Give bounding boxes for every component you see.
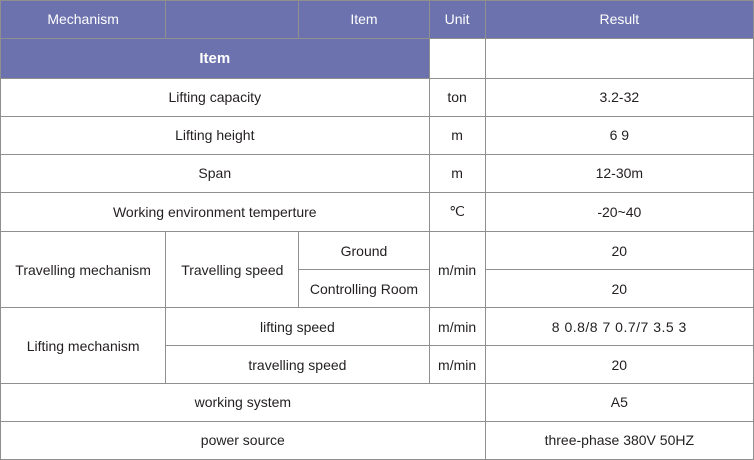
header-item: Item <box>299 1 429 39</box>
lifting-speed-result: 8 0.8/8 7 0.7/7 3.5 3 <box>485 308 753 346</box>
subheader-result-blank <box>485 38 753 78</box>
travelling-speed-label: Travelling speed <box>166 232 299 308</box>
table-row-lifting-speed <box>1 308 754 346</box>
travelling-unit: m/min <box>429 232 485 308</box>
row-label: Lifting height <box>1 116 430 154</box>
lifting-speed-label: lifting speed <box>166 308 429 346</box>
travelling-result-ground: 20 <box>485 232 753 270</box>
table-row-working-system <box>1 384 754 422</box>
row-label: Lifting capacity <box>1 78 430 116</box>
row-unit: ton <box>429 78 485 116</box>
working-system-result: A5 <box>485 384 753 422</box>
table-row <box>1 154 754 192</box>
table-header-row <box>1 1 754 39</box>
lifting-travelling-speed-label: travelling speed <box>166 346 429 384</box>
row-label: Working environment temperture <box>1 192 430 232</box>
travelling-place-control-room: Controlling Room <box>299 270 429 308</box>
table-row-power-source <box>1 421 754 459</box>
header-mechanism: Mechanism <box>1 1 166 39</box>
row-unit: m <box>429 116 485 154</box>
table-row-travelling-ground <box>1 232 754 270</box>
header-blank <box>166 1 299 39</box>
subheader-unit-blank <box>429 38 485 78</box>
lifting-mechanism-label: Lifting mechanism <box>1 308 166 384</box>
row-result: 12-30m <box>485 154 753 192</box>
travelling-result-control-room: 20 <box>485 270 753 308</box>
power-source-label: power source <box>1 421 486 459</box>
travelling-place-ground: Ground <box>299 232 429 270</box>
subheader-item: Item <box>1 38 430 78</box>
working-system-label: working system <box>1 384 486 422</box>
row-unit: ℃ <box>429 192 485 232</box>
power-source-result: three-phase 380V 50HZ <box>485 421 753 459</box>
row-unit: m <box>429 154 485 192</box>
travelling-mechanism-label: Travelling mechanism <box>1 232 166 308</box>
table-subheader-row <box>1 38 754 78</box>
lifting-speed-unit: m/min <box>429 308 485 346</box>
row-result: 6 9 <box>485 116 753 154</box>
table-row <box>1 116 754 154</box>
lifting-travelling-speed-result: 20 <box>485 346 753 384</box>
table-row <box>1 192 754 232</box>
lifting-travelling-speed-unit: m/min <box>429 346 485 384</box>
header-result: Result <box>485 1 753 39</box>
header-unit: Unit <box>429 1 485 39</box>
table-row <box>1 78 754 116</box>
row-result: 3.2-32 <box>485 78 753 116</box>
row-result: -20~40 <box>485 192 753 232</box>
row-label: Span <box>1 154 430 192</box>
